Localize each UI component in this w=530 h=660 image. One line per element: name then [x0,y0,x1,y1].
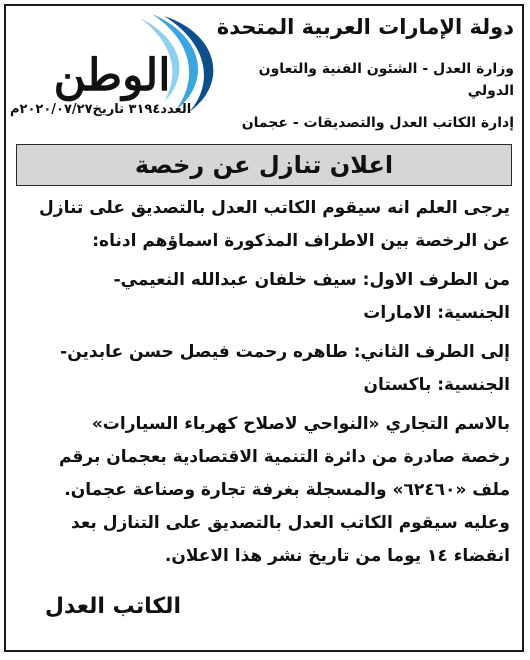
body-line: انقضاء ١٤ يوما من تاريخ نشر هذا الاعلان. [164,546,510,566]
body-line: عن الرخصة بين الاطراف المذكورة اسماؤهم ادناه: [92,231,510,251]
country-name: دولة الإمارات العربية المتحدة [216,15,514,39]
notice-body [20,192,510,573]
body-line: إلى الطرف الثاني: طاهره رحمت فيصل حسن عابدين- [60,342,510,362]
department-name: إدارة الكاتب العدل والتصديقات - عجمان [241,115,514,131]
notice-title: اعلان تنازل عن رخصة [134,151,394,179]
notice-frame [4,4,524,652]
signature-label: الكاتب العدل [44,594,181,619]
body-line: ملف «٦٢٤٦٠» والمسجلة بغرفة تجارة وصناعة عجمان. [64,480,510,500]
body-line: من الطرف الاول: سيف خلفان عبدالله النعيمي- [113,270,510,290]
body-line: يرجى العلم انه سيقوم الكاتب العدل بالتصديق على تنازل [39,198,510,218]
newspaper-name: الوطن [53,50,171,101]
signature-block [6,594,181,619]
newspaper-logo [14,14,224,139]
body-line: الجنسية: الامارات [363,303,510,323]
ministry-name: وزارة العدل - الشئون الفنية والتعاون الدولي [258,61,514,99]
notice-header [6,6,522,146]
notice-title-bar [16,144,512,186]
body-line: وعليه سيقوم الكاتب العدل بالتصديق على التنازل بعد [71,513,510,533]
body-line: الجنسية: باكستان [363,375,510,395]
body-line: رخصة صادرة من دائرة التنمية الاقتصادية بعجمان برقم [58,447,510,467]
issuer-block [214,12,514,134]
body-line: بالاسم التجاري «النواحي لاصلاح كهرباء السيارات» [91,414,510,434]
issue-number-date: العدد٣١٩٤ تاريخ٢٠٢٠/٠٧/٢٧م [10,102,192,117]
